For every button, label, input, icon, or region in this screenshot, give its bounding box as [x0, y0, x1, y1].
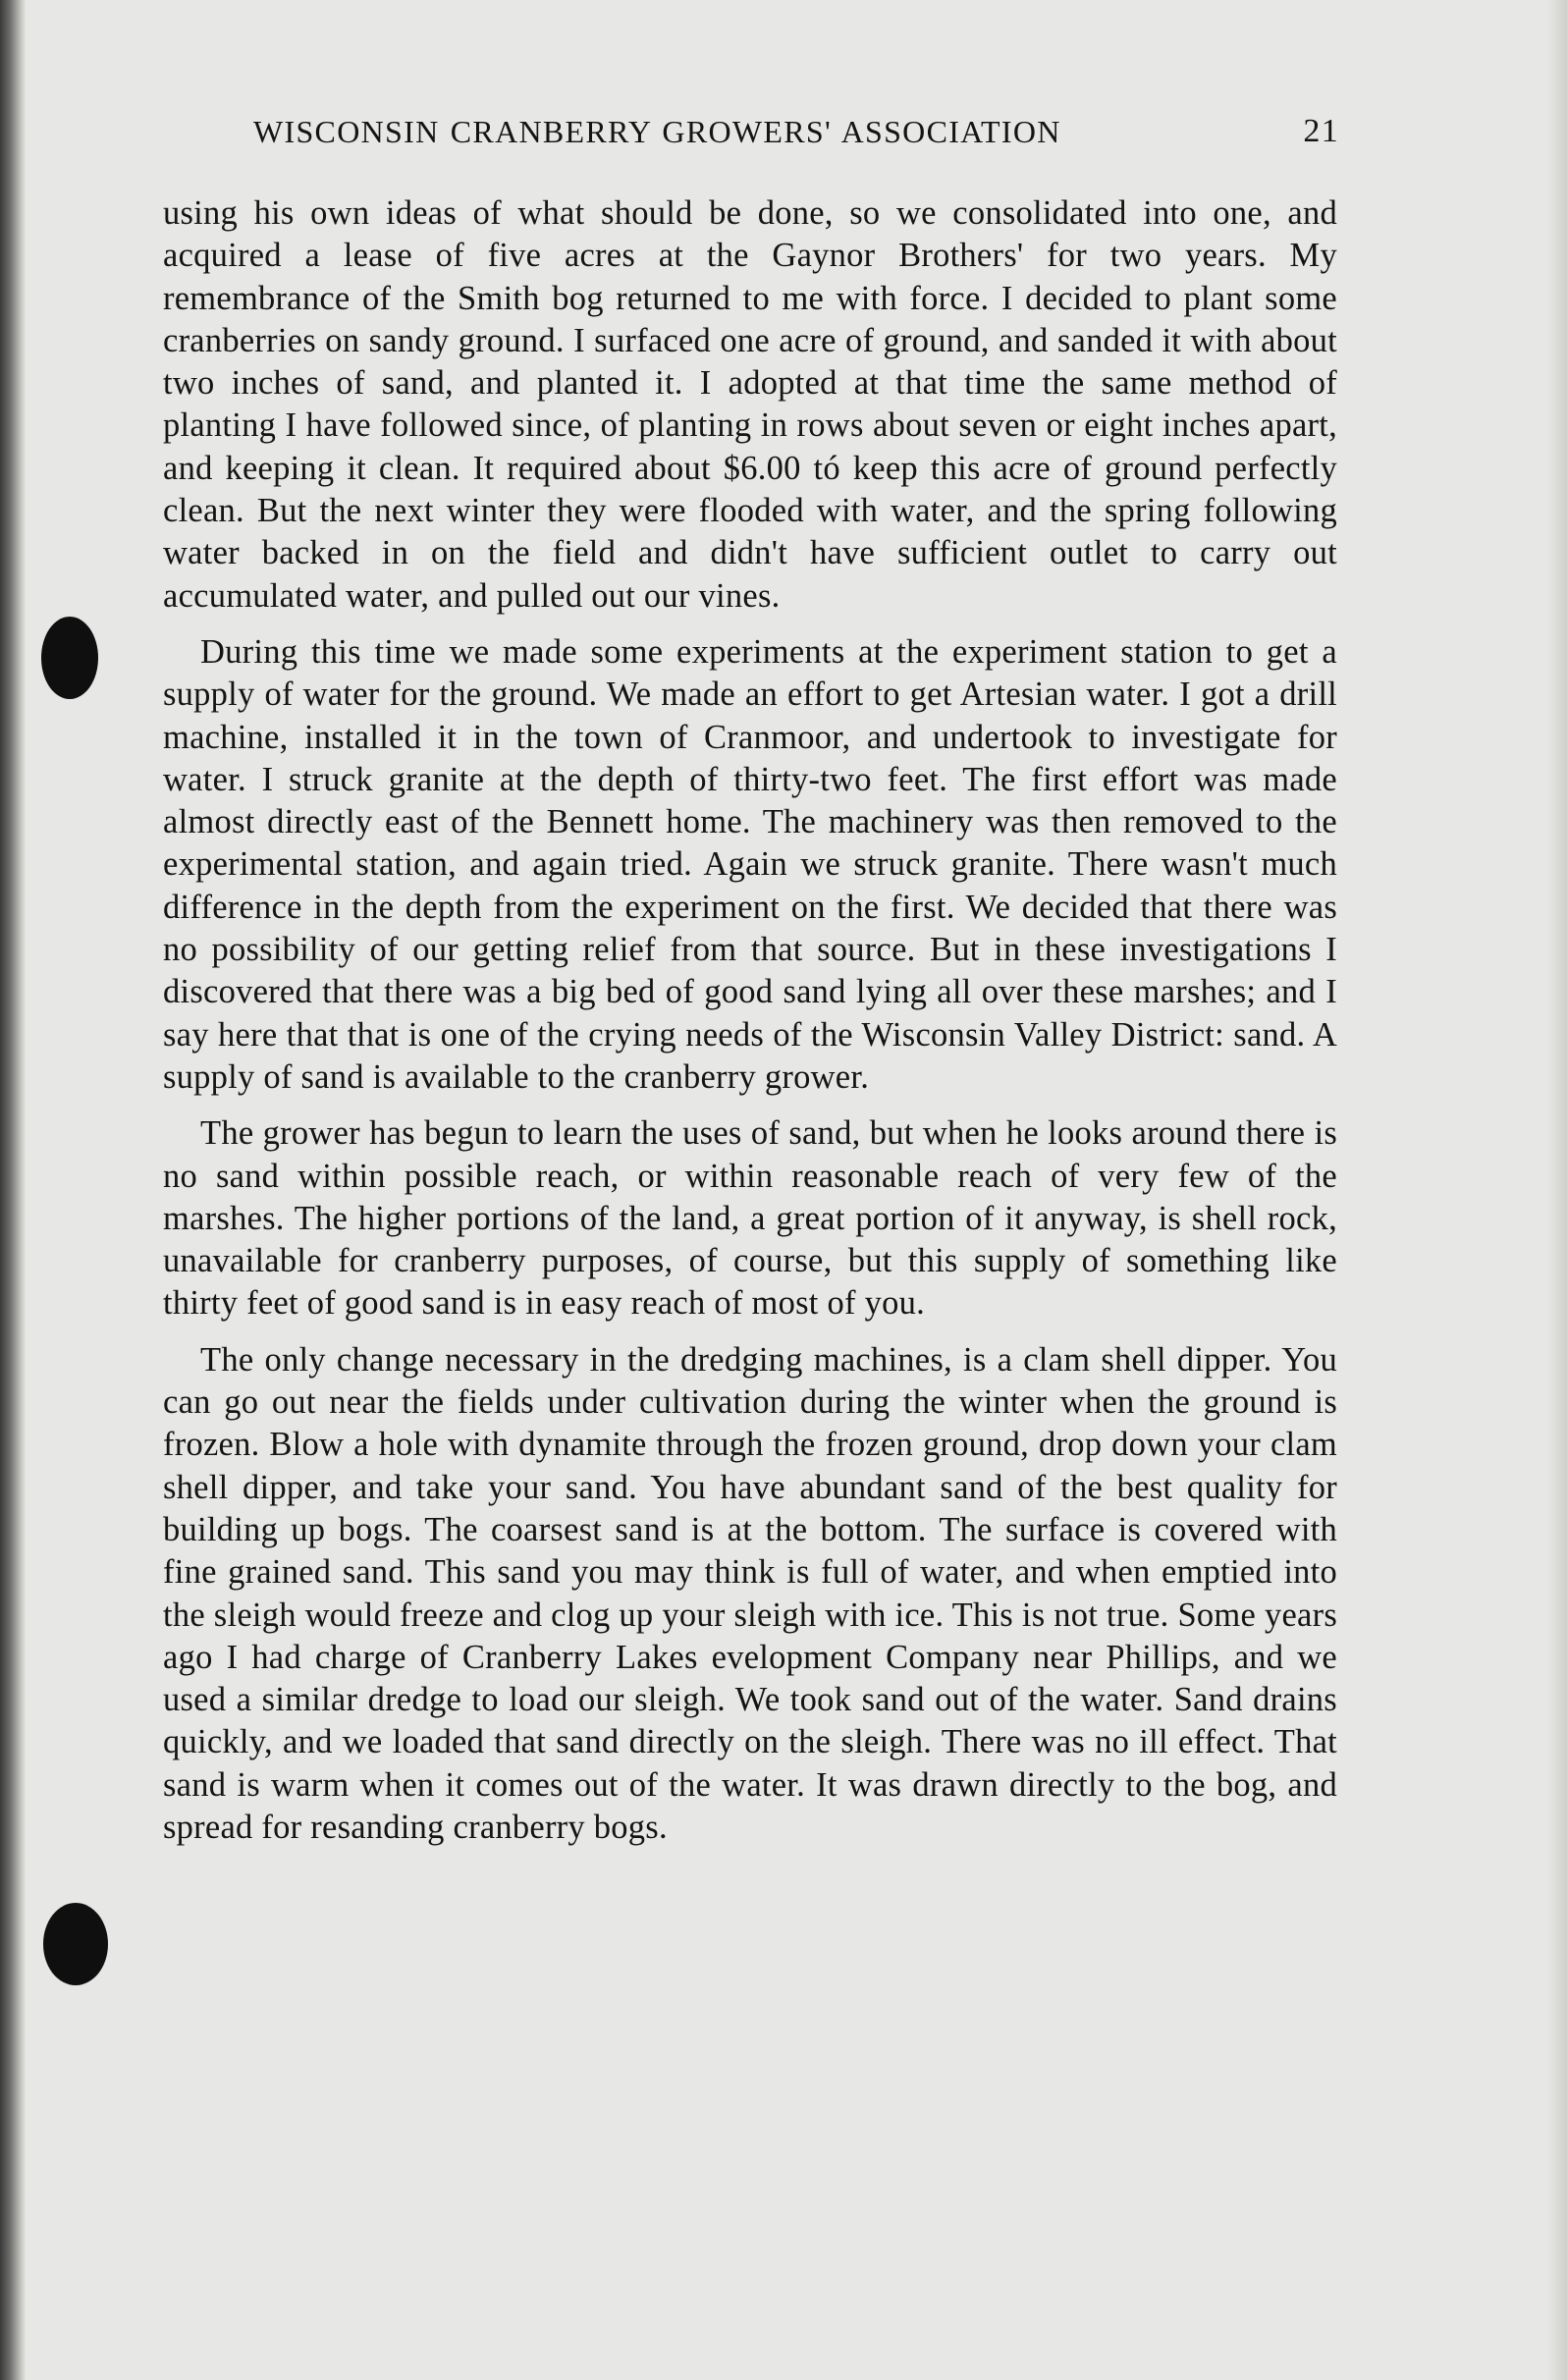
paragraph-3: The grower has begun to learn the uses of sand, but when he looks around there is no sand within possible reach, or within reasonable reach of very few of the marshes. The higher portions of the land, a great portion of it anyway, is shell rock, unavailable for cranberry purposes, of course, but this supply of something like thirty feet of good sand is in easy reach of most of you. — [163, 1114, 1337, 1323]
page-binding-edge — [0, 0, 26, 2380]
punch-hole-top — [41, 617, 98, 699]
paragraph-4: The only change necessary in the dredging machines, is a clam shell dipper. You can go out near the fields under cultivation during the winter when the ground is frozen. Blow a hole with dynamite through the frozen ground, drop down your clam shell dipper, and take your sand. You have abundant sand of the best quality for building up bogs. The coarsest sand is at the bottom. The surface is covered with fine grained sand. This sand you may think is full of water, and when emptied into the sleigh would freeze and clog up your sleigh with ice. This is not true. Some years ago I had charge of Cranberry Lakes evelopment Company near Phillips, and we used a similar dredge to load our sleigh. We took sand out of the water. Sand drains quickly, and we loaded that sand directly on the sleigh. There was no ill effect. That sand is warm when it comes out of the water. It was drawn directly to the bog, and spread for resanding cranberry bogs. — [163, 1340, 1337, 1846]
page-number: 21 — [1303, 113, 1339, 149]
paragraph-2: During this time we made some experiments at the experiment station to get a supply of water for the ground. We made an effort to get Artesian water. I got a drill machine, installed it in the town of Cranmoor, and undertook to investigate for water. I struck granite at the depth of thirty-two feet. The first effort was made almost directly east of the Bennett home. The machinery was then removed to the experimental station, and again tried. Again we struck granite. There wasn't much difference in the depth from the experiment on the first. We decided that there was no possibility of our getting relief from that source. But in these investigations I discovered that there was a big bed of good sand lying all over these marshes; and I say here that that is one of the crying needs of the Wisconsin Valley District: sand. A supply of sand is available to the cranberry grower. — [163, 632, 1337, 1096]
paragraph-1: using his own ideas of what should be done, so we consolidated into one, and acquired a lease of five acres at the Gaynor Brothers' for two years. My remembrance of the Smith bog returned to me with force. I decided to plant some cranberries on sandy ground. I surfaced one acre of ground, and sanded it with about two inches of sand, and planted it. I adopted at that time the same method of planting I have followed since, of planting in rows about seven or eight inches apart, and keeping it clean. It required about $6.00 tó keep this acre of ground perfectly clean. But the next winter they were flooded with water, and the spring following water backed in on the field and didn't have sufficient outlet to carry out accumulated water, and pulled out our vines. — [163, 194, 1337, 615]
page-right-edge — [1547, 0, 1567, 2380]
page-content — [163, 102, 1337, 1849]
body-text — [163, 192, 1337, 1849]
running-head-title: WISCONSIN CRANBERRY GROWERS' ASSOCIATION — [253, 114, 1061, 149]
punch-hole-bottom — [43, 1903, 108, 1985]
running-head — [163, 102, 1337, 161]
